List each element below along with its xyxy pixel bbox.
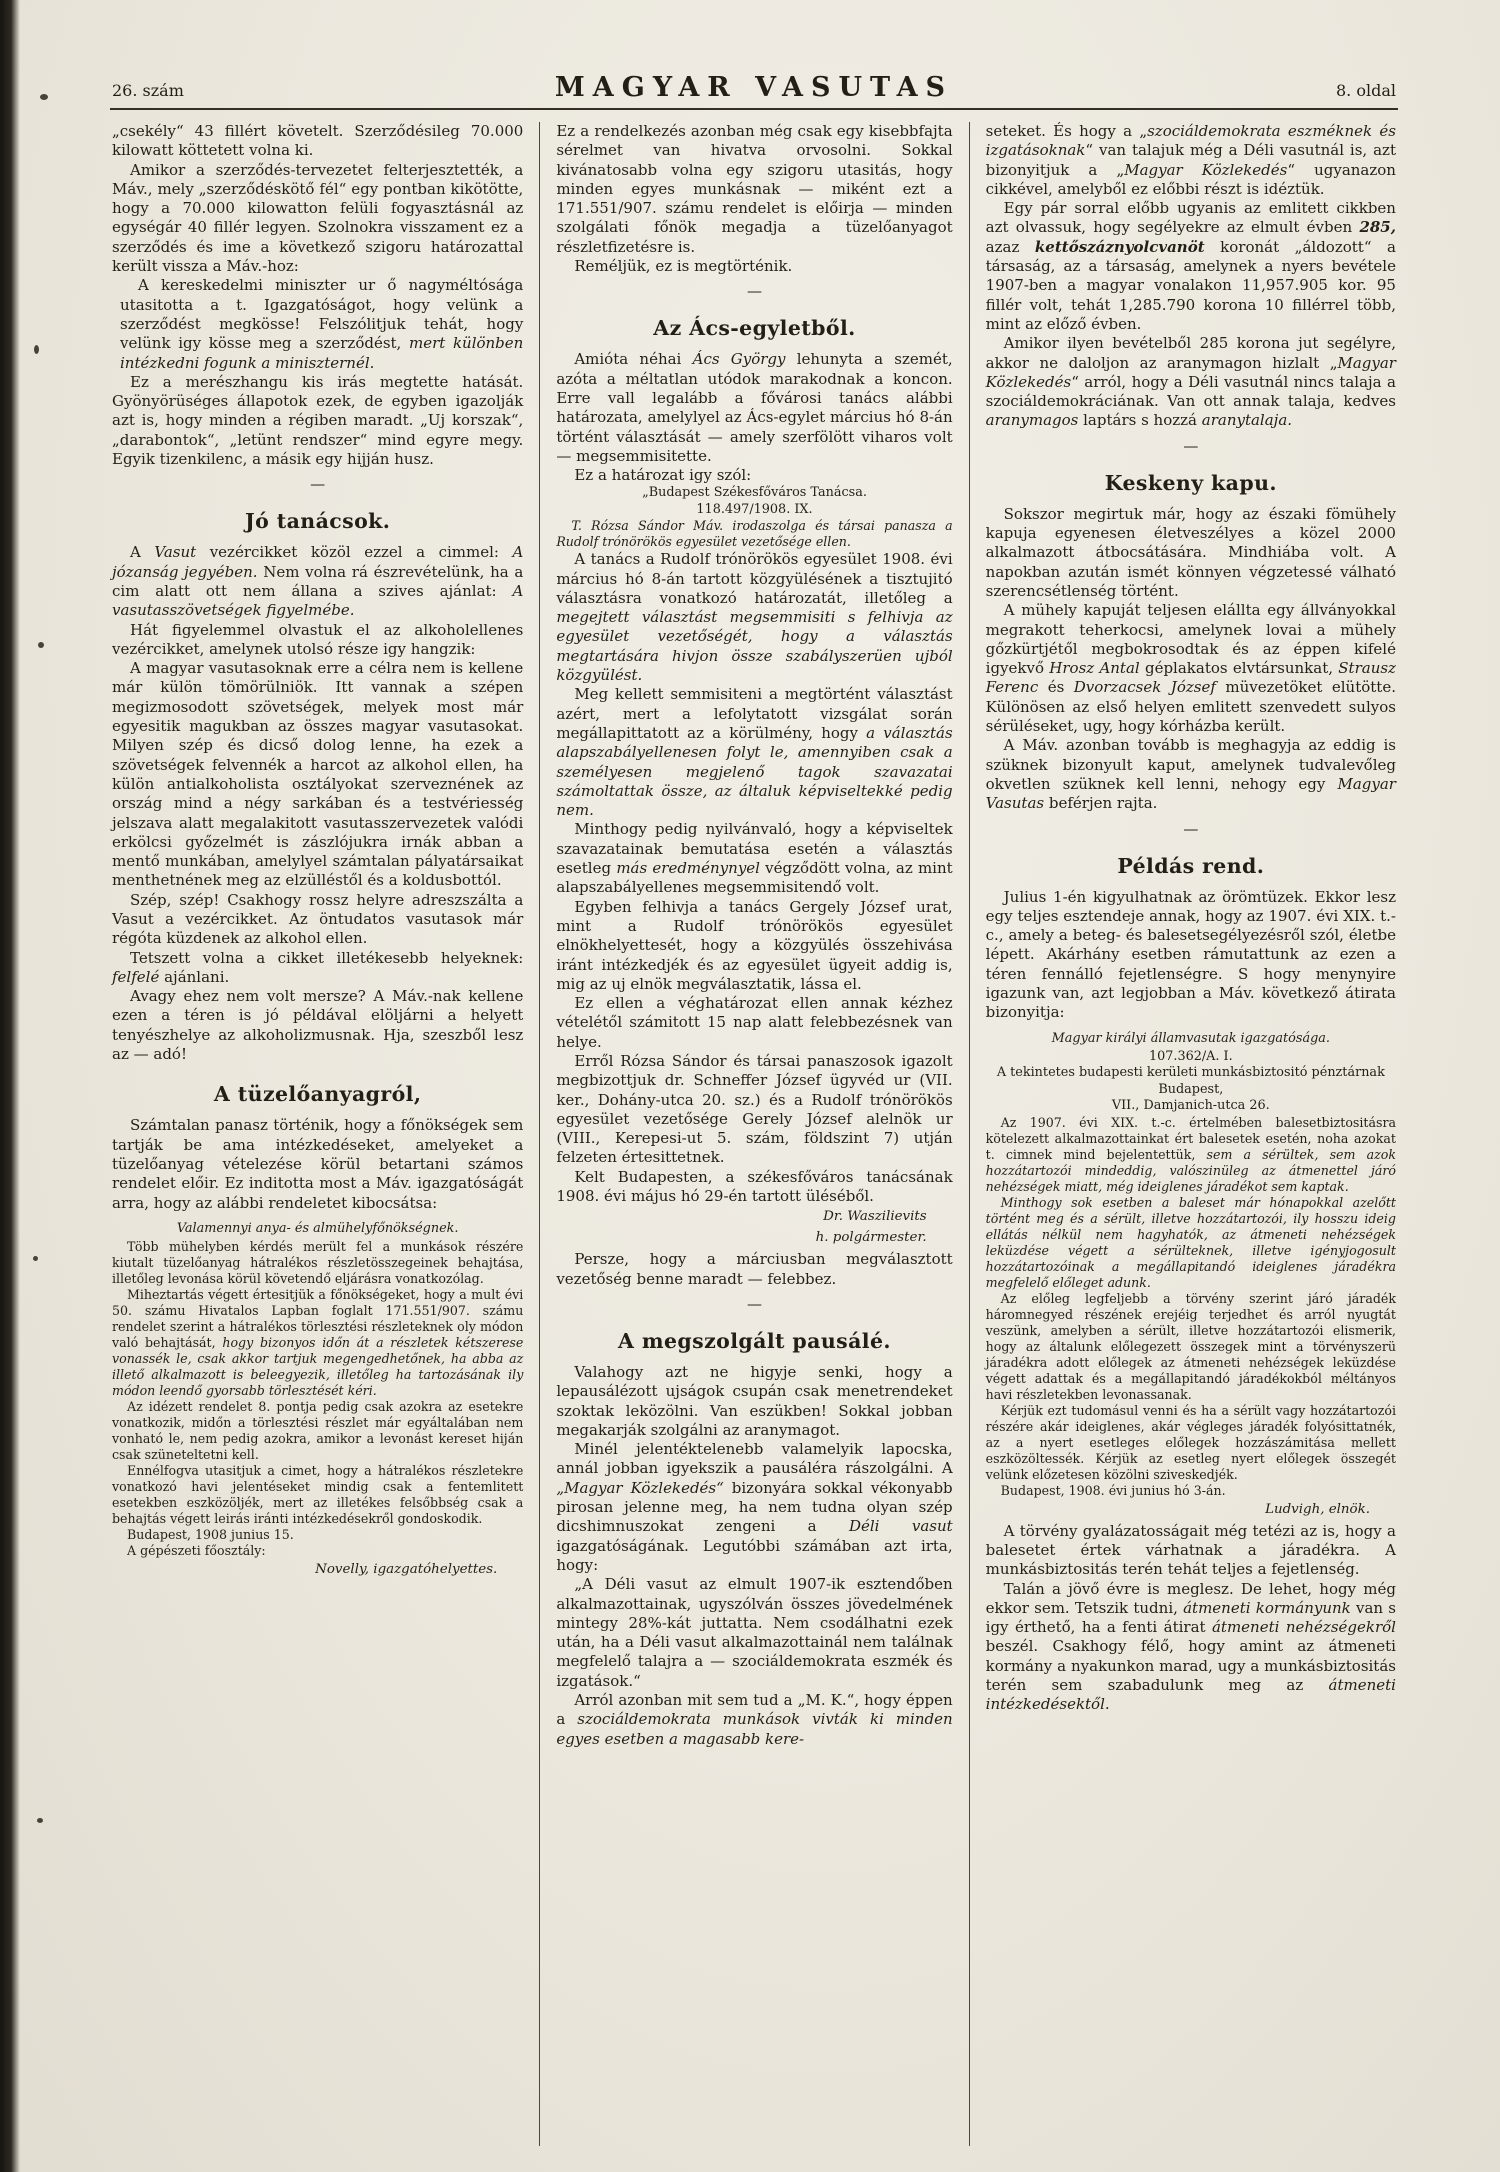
- fine-print-line: 107.362/A. I.: [1148, 1048, 1233, 1064]
- text-run: Tetszett volna a cikket illetékesebb helyeknek:: [130, 948, 524, 967]
- section-heading: A megszolgált pausálé.: [618, 1328, 891, 1353]
- text-run: végződött volna, az mint alapszabályellenes megsemmisitendő volt.: [556, 859, 953, 897]
- text-run: szociáldemokrata munkások vivták ki minden egyes esetben a magasabb kere-: [556, 1710, 953, 1748]
- paragraph: [556, 685, 952, 820]
- fine-print-paragraph: Ennélfogva utasitjuk a cimet, hogy a hátralékos részletekre vonatkozó havi jelentéseket mindig csak a fentemlitett esetekben eszközöljék, mert az illetékes felsőbbség csak a behajtás végett leirás iránti intézkedésekről gondoskodik.: [112, 1463, 524, 1527]
- text-run: „Magyar Közlekedés“: [556, 1478, 724, 1497]
- text-run: Magyar Közlekedés: [1124, 160, 1288, 179]
- text-run: Arról azonban mit sem tud a „M. K.“, hogy éppen a: [556, 1691, 953, 1729]
- paragraph: „A Déli vasut az elmult 1907-ik esztendőben alkalmazottainak, ugyszólván összes jövedelmének mintegy 28%-kát juttatta. Nem csodálhatni ezek után, ha a Déli vasut alkalmazottainál nem találnak megfelelő talajra a — szociáldemokrata eszmék és izgatások.“: [556, 1575, 953, 1690]
- paragraph: Ez a rendelkezés azonban még csak egy kisebbfajta sérelmet van hivatva orvosolni. Sokkal kivánatosabb volna egy szigoru utasitás, hogy minden egyes munkásnak — miként ezt a 171.551/907. számu rendelet is előirja — minden szolgálati főnök megadja a tüzelőanyagot részletfizetésre is.: [556, 122, 953, 256]
- ink-speck: [40, 94, 48, 100]
- text-run: laptárs s hozzá: [1078, 411, 1202, 430]
- paragraph: [112, 276, 523, 372]
- paragraph: [556, 1691, 952, 1749]
- header-rule: [110, 108, 1398, 110]
- fine-print-line: Magyar királyi államvasutak igazgatósága.: [1051, 1030, 1330, 1046]
- text-run: Amióta néhai: [574, 350, 693, 369]
- paragraph: A törvény gyalázatosságait még tetézi az is, hogy a balesetet értek várhatnak a járadékra. A munkásbiztositás terén tehát teljes a fejetlenség.: [985, 1521, 1396, 1579]
- paragraph: A magyar vasutasoknak erre a célra nem is kellene már külön tömörülniök. Itt vannak a szépen megizmosodott szövetségek, melyek most már egyesitik magukban az összes magyar vasutasokat. Milyen szép és dicső dolog lenne, ha ezek a szövetségek felvennék a harcot az alkohol ellen, ha külön antialkoholista osztályokat szerveznének az ország mind a négy sarkában és a testvériesség jelszava alatt megalakitott vasutasszervezetek valódi erkölcsi győzelmét is zászlójukra irnák abban a mentő munkában, amelylyel számtalan pályatársaikat menthetnének meg az elzülléstől és a koldusbottól.: [112, 659, 524, 890]
- text-run: Ács György: [692, 350, 786, 369]
- text-run: A kereskedelmi miniszter ur ő nagyméltósága utasitotta a t. Igazgatóságot, hogy velünk a szerződést megkösse! Felszólitjuk tehát, hogy velünk igy kösse meg a szerződést,: [120, 276, 524, 353]
- signature: Dr. Waszilievits: [823, 1209, 927, 1225]
- text-run: átmeneti kormányunk: [1183, 1598, 1351, 1617]
- paragraph: Szép, szép! Csakhogy rossz helyre adreszszálta a Vasut a vezércikket. Az öntudatos vasutasok már régóta küzdenek az alkohol ellen.: [112, 890, 524, 948]
- paragraph: Ez ellen a véghatározat ellen annak kézhez vételétől számitott 15 nap alatt felebbezésnek van helye.: [556, 994, 953, 1051]
- column-left: [110, 122, 539, 2146]
- fine-print-paragraph: [986, 1115, 1396, 1195]
- fine-print-paragraph: Az előleg legfeljebb a törvény szerint járó járadék háromnegyed részének erejéig terjedhet és arról nyugtát veszünk, amelyben a sérült, illetve hozzátartozói elismerik, hogy az általunk előlegezett összegek mint a törvényszerü járadékra adott előlegek az átmeneti nehézségek leküzdése végett adattak és a megállapitandó járadékokból méltányos havi részletekben levonassanak.: [985, 1290, 1396, 1402]
- paragraph: Julius 1-én kigyulhatnak az örömtüzek. Ekkor lesz egy teljes esztendeje annak, hogy az 1907. évi XIX. t.-c., amely a beteg- és balesetsegélyezésről szól, életbe lépett. Akárhány esetben rámutattunk az ezen a téren fennálló fejetlenségre. S hogy menynyire igazunk van, azt legjobban a Máv. következő átirata bizonyitja:: [985, 887, 1396, 1022]
- text-run: Egy pár sorral előbb ugyanis az emlitett cikkben azt olvassuk, hogy segélyekre az elmult évben: [985, 199, 1396, 237]
- signature: Ludvigh, elnök.: [1265, 1501, 1370, 1517]
- text-run: Meg kellett semmisiteni a megtörtént választást azért, mert a lefolytatott vizsgálat során megállapittatott az a körülmény, hogy: [556, 685, 953, 742]
- paragraph: [556, 350, 952, 466]
- paragraph: Számtalan panasz történik, hogy a főnökségek sem tartják be ama intézkedéseket, amelyeket a tüzelőanyag vételezése körül betartani számos rendelet előir. Ez inditotta most a Máv. igazgatóságát arra, hogy az alábbi rendeletet kibocsátsa:: [112, 1116, 524, 1212]
- text-run: A vasutasszövetségek figyelmébe.: [112, 581, 524, 620]
- signature: h. polgármester.: [815, 1230, 927, 1246]
- text-run: bizonyára sokkal vékonyabb pirosan jelenne meg, ha nem tudna olyan szép dicshimnuszokat zengeni a: [556, 1478, 953, 1536]
- ink-speck: [37, 1818, 43, 1823]
- fine-print-paragraph: T. Rózsa Sándor Máv. irodaszolga és társai panasza a Rudolf trónörökös egyesület vezetősége ellen.: [556, 518, 953, 550]
- text-run: Talán a jövő évre is meglesz. De lehet, hogy még ekkor sem. Tetszik tudni,: [985, 1579, 1396, 1617]
- paragraph: „csekély“ 43 fillért követelt. Szerződésileg 70.000 kilowatt köttetett volna ki.: [112, 122, 524, 160]
- issue-number: 26. szám: [112, 81, 184, 100]
- fine-print-paragraph: Kérjük ezt tudomásul venni és ha a sérült vagy hozzátartozói részére akár ideiglenes, akár végleges járadék folyósittatnék, az a nyert esetleges előlegek hozzászámitása mellett eszközöltessék. Kérjük az esetleg nyert előlegek összegét velünk előzetesen közölni sziveskedjék.: [985, 1402, 1396, 1482]
- text-run: hogy bizonyos időn át a részletek kétszerese vonassék le, csak akkor tartjuk megengedhetőnek, ha abba az illető alkalmazott is beleegyezik, illetőleg ha tartozásának ily módon leendő gyorsabb törlesztését kéri.: [112, 1335, 524, 1399]
- text-run: “ ugyanazon cikkével, amelyből ez előbbi részt is idéztük.: [985, 160, 1396, 198]
- text-run: seteket. És hogy a „: [985, 122, 1148, 140]
- text-run: beférjen rajta.: [1044, 794, 1158, 813]
- text-run: átmeneti nehézségekről: [1211, 1618, 1396, 1637]
- text-run: aranymagos: [985, 411, 1079, 430]
- text-run: Minthogy pedig nyilvánvaló, hogy a képviseltek szavazatainak bemutatása esetén a választás esetleg: [556, 820, 953, 878]
- text-run: más eredménynyel: [616, 859, 760, 878]
- paragraph: [986, 601, 1396, 736]
- text-run: szociáldemokrata eszméknek és izgatásoknak: [985, 122, 1396, 160]
- text-run: felfelé: [112, 967, 160, 986]
- column-right: [969, 122, 1398, 2146]
- section-heading: Az Ács-egyletből.: [653, 316, 856, 341]
- text-run: A józanság jegyében.: [112, 543, 524, 581]
- fine-print-line: A tekintetes budapesti kerületi munkásbiztositó pénztárnak: [996, 1065, 1385, 1081]
- text-run: igazgatóságának. Legutóbbi számában azt irta, hogy:: [556, 1536, 953, 1574]
- paragraph: [112, 543, 523, 620]
- scan-edge-shadow: [0, 0, 20, 2172]
- fine-print-line: Budapest,: [1158, 1081, 1224, 1097]
- text-run: Nem volna rá észrevételünk, ha a cim alatt ott nem állana a szives ajánlat:: [112, 562, 524, 600]
- text-run: A: [130, 543, 155, 562]
- paragraph: [986, 1580, 1396, 1715]
- paragraph: [986, 122, 1396, 199]
- text-run: A Máv. azonban tovább is meghagyja az eddig is szüknek bizonyult kaput, amelynek tudvalevőleg okvetlen szüknek kell lenni, nehogy egy: [985, 736, 1396, 793]
- text-run: vezércikket közöl ezzel a cimmel:: [196, 543, 513, 562]
- masthead-title: MAGYAR VASUTAS: [554, 72, 954, 103]
- text-run: Déli vasut: [848, 1517, 953, 1536]
- paragraph: Ez a határozat igy szól:: [574, 466, 752, 485]
- text-run: Vasut: [154, 543, 197, 562]
- paragraph: [986, 736, 1396, 813]
- text-run: mert különben intézkedni fogunk a miniszternél.: [120, 334, 524, 372]
- fine-print-line: VII., Damjanich-utca 26.: [1111, 1098, 1270, 1114]
- text-run: “ arról, hogy a Déli vasutnál nincs talaja a szociáldemokráciának. Van ott annak talaja, kedves: [985, 372, 1396, 411]
- content-columns: [110, 122, 1398, 2146]
- text-run: Magyar Közlekedés: [985, 353, 1396, 391]
- text-run: géplakatos elvtársunkat,: [1139, 659, 1339, 678]
- paragraph: Hát figyelemmel olvastuk el az alkoholellenes vezércikket, amelynek utolsó része igy hangzik:: [112, 620, 524, 658]
- paragraph: Amikor a szerződés-tervezetet felterjesztették, a Máv., mely „szerződéskötő fél“ egy pontban kikötötte, hogy a 70.000 kilowatton felüli fogyasztásnál az egységár 40 fillér legyen. Szolnokra visszament ez a szerződés és ime a következő szigoru határozattal került vissza a Máv.-hoz:: [112, 160, 524, 276]
- page-number: 8. oldal: [1336, 81, 1396, 100]
- text-run: Miheztartás végett értesitjük a főnökségeket, hogy a mult évi 50. számu Hivatalos Lapban foglalt 171.551/907. számu rendelet szerint a hátralékos törlesztési részleteknek oly módon való behajtását,: [112, 1287, 524, 1351]
- fine-print-paragraph: [112, 1287, 523, 1399]
- paragraph: Avagy ehez nem volt mersze? A Máv.-nak kellene ezen a téren is jó példával elöljárni a helyett tenyészhelye az alkoholizmusnak. Hja, szeszből lesz az — adó!: [112, 987, 524, 1064]
- paragraph: [556, 820, 952, 897]
- fine-print-line: „Budapest Székesfőváros Tanácsa.: [642, 485, 867, 501]
- fine-print-paragraph: Minthogy sok esetben a baleset már hónapokkal azelőtt történt meg és a sérült, illetve hozzátartozói, ily hosszu ideig ellátás nélkül nem hagyhatók, az átmeneti nehézségek leküzdése végett a sérülteknek, illetve igényjogosult hozzátartozóinak a megállapitandó ideiglenes járadékra megfelelő előleget adunk.: [985, 1194, 1396, 1290]
- paragraph: Egyben felhivja a tanács Gergely József urat, mint a Rudolf trónörökös egyesület elnökhelyettesét, hogy a közgyülés összehivása iránt intézkedjék és az egyesület ügyeit addig is, mig az uj elnök megválasztatik, lássa el.: [556, 897, 953, 993]
- paragraph: Persze, hogy a márciusban megválasztott vezetőség benne maradt — felebbez.: [556, 1250, 953, 1288]
- paragraph: Kelt Budapesten, a székesfőváros tanácsának 1908. évi május hó 29-én tartott üléséből.: [556, 1167, 953, 1206]
- fine-print-paragraph: Budapest, 1908 junius 15.: [127, 1527, 294, 1543]
- fine-print-paragraph: A gépészeti főosztály:: [127, 1543, 266, 1559]
- text-run: Hrosz Antal: [1049, 659, 1140, 678]
- paragraph: [556, 550, 952, 685]
- fine-print-line: 118.497/1908. IX.: [696, 501, 813, 517]
- text-run: A mühely kapuját teljesen elállta egy állványokkal megrakott teherkocsi, amelynek lovai a mühely gőzkürtjétől megbokrosodtak és az éppen kifelé igyekvő: [985, 601, 1396, 678]
- text-run: A tanács a Rudolf trónörökös egyesület 1908. évi március hó 8-án tartott közgyülésének a tisztujitó választásra vonatkozó határozatát, illetőleg a: [556, 550, 953, 607]
- text-run: “ van talajuk még a Déli vasutnál is, azt bizonyitjuk a „: [985, 141, 1396, 179]
- paragraph: [986, 199, 1396, 334]
- text-run: megejtett választást megsemmisiti s felhivja az egyesület vezetőségét, hogy a választás megtartására hivjon össze szabályszerüen ujból közgyülést.: [556, 608, 953, 685]
- paragraph: Erről Rózsa Sándor és társai panaszosok igazolt megbizottjuk dr. Schneffer József ügyvéd ur (VII. ker., Dohány-utca 20. sz.) és a Rudolf trónörökös egyesület vezetősége Gerely József alelnök ur (VIII., Kerepesi-ut 5. szám, földszint 7) utján felzeten értesittetnek.: [556, 1051, 953, 1167]
- text-run: ajánlani.: [159, 967, 230, 986]
- section-separator: —: [1183, 436, 1199, 455]
- page-header: [112, 72, 1396, 103]
- text-run: lehunyta a szemét, azóta a méltatlan utódok marakodnak a koncon. Erre vall legalább a fővárosi tanács alábbi határozata, amelylyel az Ács-egylet március hó 8-án történt választását — amely szerfölött viharos volt — megsemmisitette.: [556, 350, 953, 465]
- paragraph: [986, 334, 1396, 430]
- section-heading: Példás rend.: [1117, 853, 1265, 878]
- section-heading: Keskeny kapu.: [1104, 470, 1277, 495]
- text-run: 285,: [1359, 218, 1396, 237]
- section-separator: —: [1183, 819, 1199, 838]
- section-separator: —: [746, 282, 762, 301]
- ink-speck: [33, 1256, 38, 1261]
- text-run: a választás alapszabályellenesen folyt le, amennyiben csak a személyesen megjelenő tagok szavazatai számoltattak össze, az általuk képviseltekké pedig nem.: [556, 723, 953, 820]
- paragraph: Reméljük, ez is megtörténik.: [574, 257, 793, 276]
- text-run: Dvorzacsek József: [1073, 678, 1216, 697]
- text-run: és: [1038, 678, 1074, 697]
- fine-print-paragraph: Budapest, 1908. évi junius hó 3-án.: [1000, 1482, 1226, 1498]
- paragraph: [112, 949, 523, 988]
- text-run: Magyar Vasutas: [985, 774, 1396, 813]
- text-run: sem a sérültek, sem azok hozzátartozói mindeddig, valószinüleg az átmenettel járó nehézségek miatt, még ideiglenes járadékot sem kaptak.: [985, 1146, 1396, 1194]
- fine-print-paragraph: Több mühelyben kérdés merült fel a munkások részére kiutalt tüzelőanyag hátralékos részletösszegeinek behajtása, illetőleg levonása körül követendő eljárásra vonatkozólag.: [112, 1239, 524, 1287]
- paragraph: Valahogy azt ne higyje senki, hogy a lepausálézott ujságok csupán csak menetrendeket szoktak leközölni. Van eszükben! Sokkal jobban megakarják szolgálni az aranymagot.: [556, 1362, 953, 1439]
- text-run: Strausz Ferenc: [985, 659, 1396, 697]
- paragraph: [556, 1440, 952, 1575]
- text-run: beszél. Csakhogy félő, hogy amint az átmeneti kormány a nyakunkon marad, ugy a munkásbiztositás terén sem szabadulunk meg az: [985, 1637, 1396, 1694]
- fine-print-line: Valamennyi anya- és almühelyfőnökségnek.: [176, 1220, 459, 1236]
- paragraph: Sokszor megirtuk már, hogy az északi fömühely kapuja egyenesen életveszélyes a közel 2000 alkalmazott átbocsátására. Mindhiába volt. A napokban azután ismét könnyen végzetessé válható szerencsétlenség történt.: [985, 504, 1396, 600]
- section-separator: —: [746, 1294, 762, 1313]
- text-run: Amikor ilyen bevételből 285 korona jut segélyre, akkor ne daloljon az aranymagon hizlalt „: [985, 334, 1396, 372]
- section-heading: A tüzelőanyagról,: [213, 1082, 422, 1107]
- column-middle: [539, 122, 968, 2146]
- text-run: aranytalaja.: [1201, 411, 1293, 430]
- text-run: kettőszáznyolcvanöt: [1034, 237, 1205, 256]
- fine-print-paragraph: Az idézett rendelet 8. pontja pedig csak azokra az esetekre vonatkozik, midőn a törlesztési részlet már egyáltalában nem vonható le, nem pedig azokra, amikor a levonást kereset hiján csak szüneteltetni kell.: [112, 1399, 524, 1463]
- text-run: van s igy érthető, ha a fenti átirat: [985, 1598, 1396, 1637]
- ink-speck: [34, 345, 39, 354]
- text-run: Minél jelentéktelenebb valamelyik lapocska, annál jobban igyekszik a pausáléra rászolgálni. A: [556, 1440, 953, 1478]
- text-run: átmeneti intézkedésektől.: [985, 1675, 1396, 1714]
- paragraph: Ez a merészhangu kis irás megtette hatását. Gyönyörüséges állapotok ezek, de egyben igazolják azt is, hogy minden a régiben maradt. „Uj korszak“, „darabontok“, „letünt rendszer“ mind egyre megy. Egyik tizenkilenc, a másik egy hijján husz.: [112, 372, 524, 469]
- signature: Novelly, igazgatóhelyettes.: [315, 1562, 498, 1578]
- text-run: müvezetöket elütötte. Különösen az első helyen emlitett szenvedett sulyos sérüléseket, ugy, hogy kórházba került.: [985, 678, 1396, 736]
- section-heading: Jó tanácsok.: [245, 509, 391, 534]
- section-separator: —: [310, 475, 326, 494]
- ink-speck: [38, 642, 44, 648]
- text-run: azaz: [985, 237, 1035, 256]
- text-run: Az 1907. évi XIX. t.-c. értelmében balesetbiztositásra kötelezett alkalmazottainkat ért balesetek esetén, noha azokat t. cimnek mind bejelentettük,: [985, 1114, 1396, 1162]
- text-run: koronát „áldozott“ a társaság, az a társaság, amelynek a nyers bevétele 1907-ben a magyar vonalakon 11,957.905 kor. 95 fillér volt, tehát 1,285.790 korona 10 fillérrel több, mint az előző évben.: [985, 237, 1396, 333]
